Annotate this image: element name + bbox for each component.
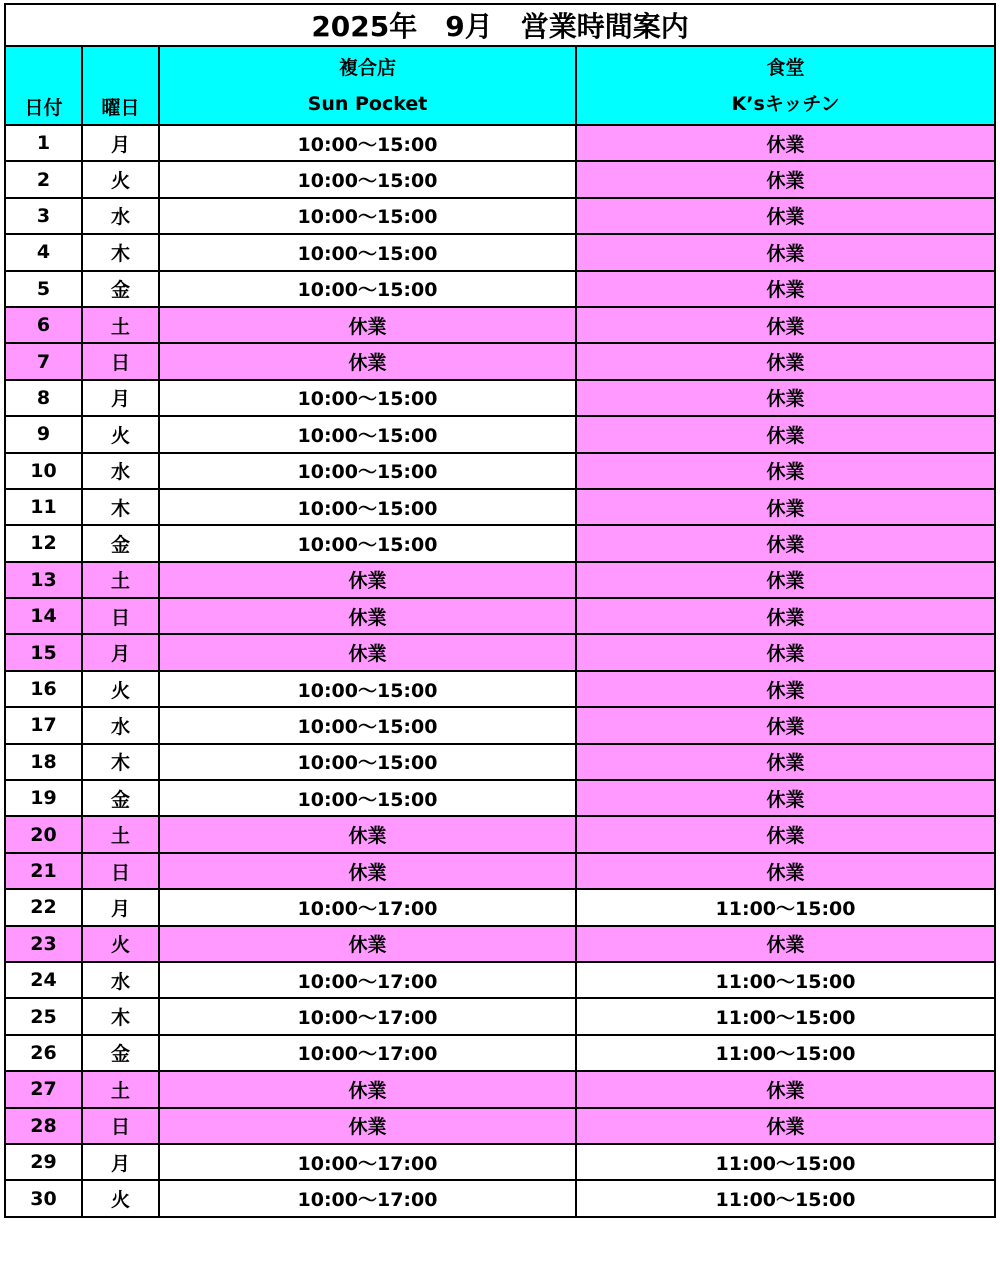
weekday-cell: 水 <box>82 198 159 234</box>
ks-kitchen-hours-cell: 休業 <box>576 634 995 670</box>
sun-pocket-hours-cell: 10:00～17:00 <box>159 1144 576 1180</box>
sun-pocket-hours-cell: 10:00～15:00 <box>159 780 576 816</box>
weekday-cell: 金 <box>82 1035 159 1071</box>
date-cell: 12 <box>5 525 82 561</box>
ks-kitchen-hours-cell: 休業 <box>576 489 995 525</box>
weekday-cell: 土 <box>82 816 159 852</box>
table-row <box>5 1180 995 1216</box>
sun-pocket-hours-cell: 10:00～15:00 <box>159 744 576 780</box>
date-cell: 23 <box>5 926 82 962</box>
table-row <box>5 962 995 998</box>
sun-pocket-hours-cell: 10:00～15:00 <box>159 489 576 525</box>
sun-pocket-hours-cell: 10:00～15:00 <box>159 380 576 416</box>
date-cell: 20 <box>5 816 82 852</box>
ks-kitchen-hours-cell: 休業 <box>576 380 995 416</box>
sun-pocket-hours-cell: 休業 <box>159 634 576 670</box>
sun-pocket-hours-cell: 休業 <box>159 853 576 889</box>
sun-pocket-hours-cell: 休業 <box>159 343 576 379</box>
weekday-cell: 月 <box>82 634 159 670</box>
ks-kitchen-hours-cell: 休業 <box>576 525 995 561</box>
weekday-cell: 金 <box>82 525 159 561</box>
sun-pocket-hours-cell: 休業 <box>159 1108 576 1144</box>
date-cell: 2 <box>5 161 82 197</box>
table-row <box>5 598 995 634</box>
ks-kitchen-hours-cell: 休業 <box>576 1071 995 1107</box>
weekday-cell: 水 <box>82 962 159 998</box>
title-row <box>5 4 995 46</box>
weekday-cell: 火 <box>82 926 159 962</box>
weekday-cell: 土 <box>82 307 159 343</box>
ks-kitchen-hours-cell: 11:00～15:00 <box>576 1144 995 1180</box>
table-row <box>5 198 995 234</box>
ks-kitchen-hours-cell: 休業 <box>576 780 995 816</box>
table-row <box>5 525 995 561</box>
sun-pocket-hours-cell: 10:00～15:00 <box>159 198 576 234</box>
weekday-cell: 木 <box>82 234 159 270</box>
weekday-cell: 水 <box>82 453 159 489</box>
sun-pocket-hours-cell: 10:00～17:00 <box>159 962 576 998</box>
ks-kitchen-hours-cell: 11:00～15:00 <box>576 998 995 1034</box>
ks-kitchen-hours-cell: 休業 <box>576 926 995 962</box>
date-cell: 8 <box>5 380 82 416</box>
date-cell: 22 <box>5 889 82 925</box>
ks-kitchen-hours-cell: 休業 <box>576 234 995 270</box>
ks-kitchen-hours-cell: 休業 <box>576 307 995 343</box>
table-row <box>5 489 995 525</box>
table-row <box>5 816 995 852</box>
sun-pocket-hours-cell: 10:00～15:00 <box>159 707 576 743</box>
weekday-cell: 月 <box>82 1144 159 1180</box>
weekday-cell: 日 <box>82 853 159 889</box>
date-cell: 27 <box>5 1071 82 1107</box>
ks-kitchen-hours-cell: 休業 <box>576 416 995 452</box>
table-row <box>5 271 995 307</box>
ks-kitchen-hours-cell: 休業 <box>576 707 995 743</box>
ks-kitchen-header-name: K’sキッチン <box>731 92 840 115</box>
table-row <box>5 671 995 707</box>
date-cell: 29 <box>5 1144 82 1180</box>
sun-pocket-hours-cell: 10:00～15:00 <box>159 234 576 270</box>
weekday-cell: 日 <box>82 1108 159 1144</box>
ks-kitchen-hours-cell: 休業 <box>576 853 995 889</box>
sun-pocket-hours-cell: 10:00～15:00 <box>159 453 576 489</box>
weekday-cell: 木 <box>82 998 159 1034</box>
weekday-cell: 土 <box>82 1071 159 1107</box>
ks-kitchen-header-category: 食堂 <box>766 56 805 79</box>
sun-pocket-header <box>159 46 576 125</box>
table-row <box>5 998 995 1034</box>
date-cell: 3 <box>5 198 82 234</box>
table-row <box>5 780 995 816</box>
ks-kitchen-header <box>576 46 995 125</box>
weekday-cell: 水 <box>82 707 159 743</box>
date-cell: 10 <box>5 453 82 489</box>
date-cell: 16 <box>5 671 82 707</box>
ks-kitchen-hours-cell: 休業 <box>576 271 995 307</box>
date-cell: 6 <box>5 307 82 343</box>
ks-kitchen-hours-cell: 休業 <box>576 671 995 707</box>
ks-kitchen-hours-cell: 11:00～15:00 <box>576 1180 995 1216</box>
table-row <box>5 380 995 416</box>
ks-kitchen-hours-cell: 11:00～15:00 <box>576 962 995 998</box>
weekday-cell: 月 <box>82 125 159 161</box>
table-row <box>5 926 995 962</box>
weekday-cell: 火 <box>82 671 159 707</box>
date-cell: 13 <box>5 562 82 598</box>
table-row <box>5 416 995 452</box>
ks-kitchen-hours-cell: 休業 <box>576 198 995 234</box>
date-cell: 4 <box>5 234 82 270</box>
weekday-cell: 金 <box>82 780 159 816</box>
sun-pocket-hours-cell: 10:00～15:00 <box>159 271 576 307</box>
table-row <box>5 1144 995 1180</box>
weekday-cell: 日 <box>82 598 159 634</box>
sun-pocket-hours-cell: 休業 <box>159 1071 576 1107</box>
weekday-cell: 木 <box>82 489 159 525</box>
date-cell: 19 <box>5 780 82 816</box>
page-title: 2025年 9月 営業時間案内 <box>5 4 995 46</box>
sun-pocket-hours-cell: 休業 <box>159 816 576 852</box>
date-cell: 26 <box>5 1035 82 1071</box>
weekday-header: 曜日 <box>82 46 159 125</box>
sun-pocket-hours-cell: 10:00～15:00 <box>159 525 576 561</box>
sun-pocket-hours-cell: 10:00～15:00 <box>159 671 576 707</box>
table-row <box>5 634 995 670</box>
weekday-cell: 日 <box>82 343 159 379</box>
table-row <box>5 562 995 598</box>
table-row <box>5 161 995 197</box>
date-cell: 11 <box>5 489 82 525</box>
weekday-cell: 火 <box>82 161 159 197</box>
table-row <box>5 125 995 161</box>
date-cell: 30 <box>5 1180 82 1216</box>
sun-pocket-hours-cell: 10:00～17:00 <box>159 998 576 1034</box>
ks-kitchen-hours-cell: 休業 <box>576 125 995 161</box>
ks-kitchen-hours-cell: 休業 <box>576 161 995 197</box>
date-cell: 24 <box>5 962 82 998</box>
ks-kitchen-hours-cell: 休業 <box>576 453 995 489</box>
ks-kitchen-hours-cell: 休業 <box>576 1108 995 1144</box>
sun-pocket-header-name: Sun Pocket <box>307 92 428 115</box>
ks-kitchen-hours-cell: 休業 <box>576 598 995 634</box>
header-row <box>5 46 995 125</box>
table-row <box>5 234 995 270</box>
table-row <box>5 307 995 343</box>
weekday-cell: 月 <box>82 889 159 925</box>
date-cell: 15 <box>5 634 82 670</box>
date-header: 日付 <box>5 46 82 125</box>
weekday-cell: 金 <box>82 271 159 307</box>
weekday-cell: 木 <box>82 744 159 780</box>
sun-pocket-hours-cell: 10:00～17:00 <box>159 889 576 925</box>
date-cell: 5 <box>5 271 82 307</box>
sun-pocket-hours-cell: 休業 <box>159 926 576 962</box>
business-hours-table <box>4 3 996 1218</box>
ks-kitchen-hours-cell: 休業 <box>576 562 995 598</box>
sun-pocket-hours-cell: 休業 <box>159 562 576 598</box>
table-row <box>5 1035 995 1071</box>
date-cell: 28 <box>5 1108 82 1144</box>
weekday-cell: 火 <box>82 1180 159 1216</box>
table-row <box>5 744 995 780</box>
date-cell: 14 <box>5 598 82 634</box>
sun-pocket-hours-cell: 10:00～17:00 <box>159 1180 576 1216</box>
table-row <box>5 707 995 743</box>
date-cell: 21 <box>5 853 82 889</box>
table-row <box>5 1108 995 1144</box>
ks-kitchen-hours-cell: 休業 <box>576 343 995 379</box>
sun-pocket-hours-cell: 休業 <box>159 307 576 343</box>
sun-pocket-hours-cell: 10:00～15:00 <box>159 416 576 452</box>
sun-pocket-hours-cell: 10:00～17:00 <box>159 1035 576 1071</box>
date-cell: 1 <box>5 125 82 161</box>
table-body <box>5 4 995 1217</box>
weekday-cell: 火 <box>82 416 159 452</box>
date-cell: 17 <box>5 707 82 743</box>
sun-pocket-hours-cell: 10:00～15:00 <box>159 125 576 161</box>
date-cell: 9 <box>5 416 82 452</box>
weekday-cell: 月 <box>82 380 159 416</box>
date-cell: 18 <box>5 744 82 780</box>
table-row <box>5 343 995 379</box>
business-hours-sheet <box>4 3 994 1218</box>
ks-kitchen-hours-cell: 休業 <box>576 744 995 780</box>
date-cell: 7 <box>5 343 82 379</box>
table-row <box>5 453 995 489</box>
table-row <box>5 853 995 889</box>
ks-kitchen-hours-cell: 休業 <box>576 816 995 852</box>
sun-pocket-header-category: 複合店 <box>338 56 396 79</box>
sun-pocket-hours-cell: 休業 <box>159 598 576 634</box>
sun-pocket-hours-cell: 10:00～15:00 <box>159 161 576 197</box>
weekday-cell: 土 <box>82 562 159 598</box>
ks-kitchen-hours-cell: 11:00～15:00 <box>576 889 995 925</box>
table-row <box>5 1071 995 1107</box>
date-cell: 25 <box>5 998 82 1034</box>
table-row <box>5 889 995 925</box>
ks-kitchen-hours-cell: 11:00～15:00 <box>576 1035 995 1071</box>
